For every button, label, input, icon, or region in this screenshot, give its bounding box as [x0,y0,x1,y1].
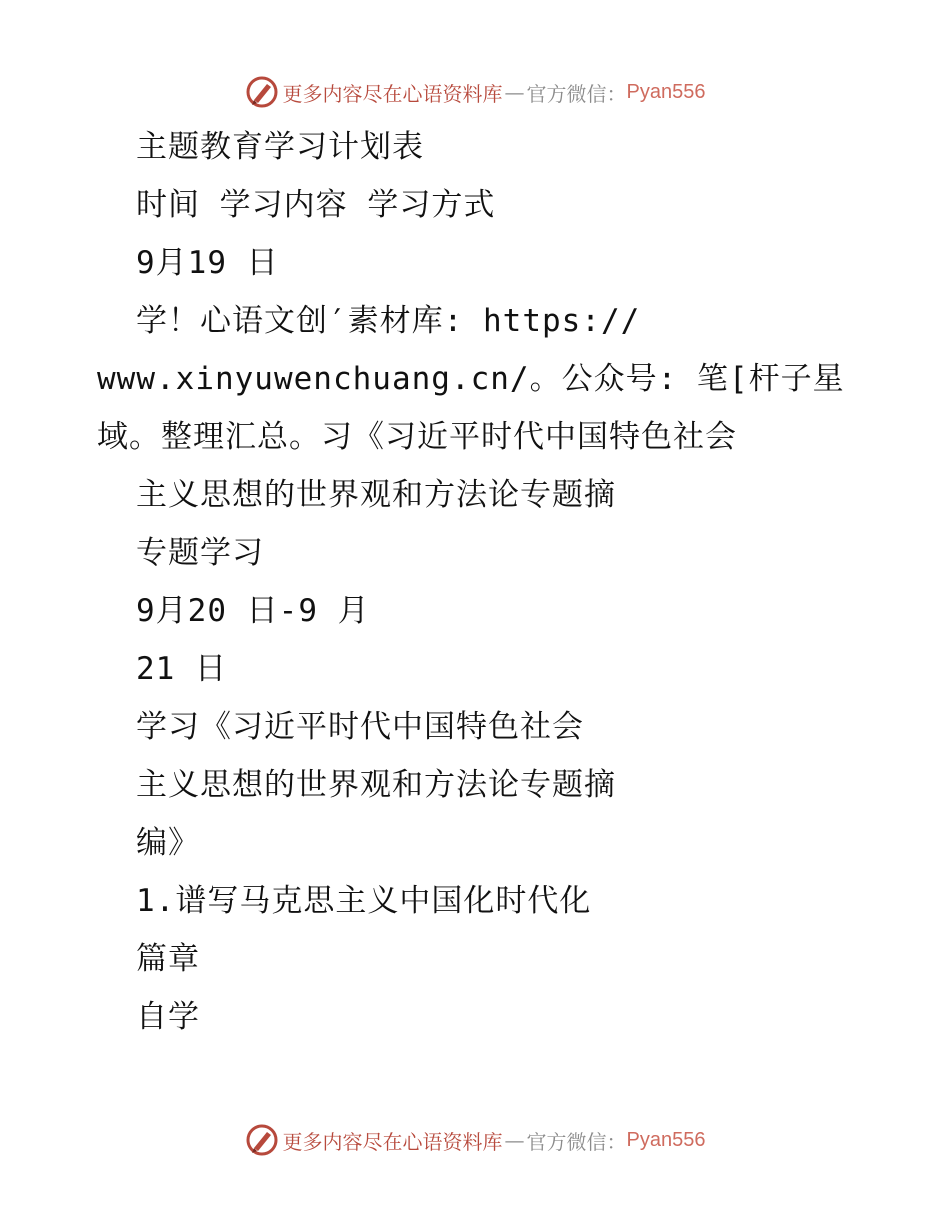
text-line: 学！心语文创′素材库: https:// [136,303,641,339]
banner-separator: — [504,1128,525,1152]
table-header-line: 时间 学习内容 学习方式 [136,187,496,223]
text-line: 篇章 [136,941,200,977]
text-line: 学习《习近平时代中国特色社会 [136,709,584,745]
text-line: 主义思想的世界观和方法论专题摘 [136,477,616,513]
doc-title: 主题教育学习计划表 [136,129,424,165]
banner-wechat-label: 官方微信： [526,1129,627,1154]
date-line: 21 日 [136,651,227,687]
text-line: 域。整理汇总。习《习近平时代中国特色社会 [97,419,737,455]
text-line: 1.谱写马克思主义中国化时代化 [136,883,592,919]
text-line: 专题学习 [136,535,264,571]
footer-banner [0,1120,950,1160]
banner-text: 更多内容尽在心语资料库 [282,1129,503,1154]
text-line: 主义思想的世界观和方法论专题摘 [136,767,616,803]
banner-separator: — [504,80,525,104]
document-body [97,118,917,1046]
date-line: 9月20 日-9 月 [136,593,370,629]
pen-logo-icon [245,1123,279,1157]
pen-logo-icon [245,75,279,109]
text-line: 编》 [136,825,200,861]
header-banner [0,72,950,112]
text-line: www.xinyuwenchuang.cn/。公众号: 笔[杆子星 [97,361,845,397]
banner-text: 更多内容尽在心语资料库 [282,81,503,106]
banner-wechat-label: 官方微信： [526,81,627,106]
date-line: 9月19 日 [136,245,279,281]
text-line: 自学 [136,999,200,1035]
banner-wechat-id: Pyan556 [626,1128,706,1151]
banner-wechat-id: Pyan556 [626,80,706,103]
